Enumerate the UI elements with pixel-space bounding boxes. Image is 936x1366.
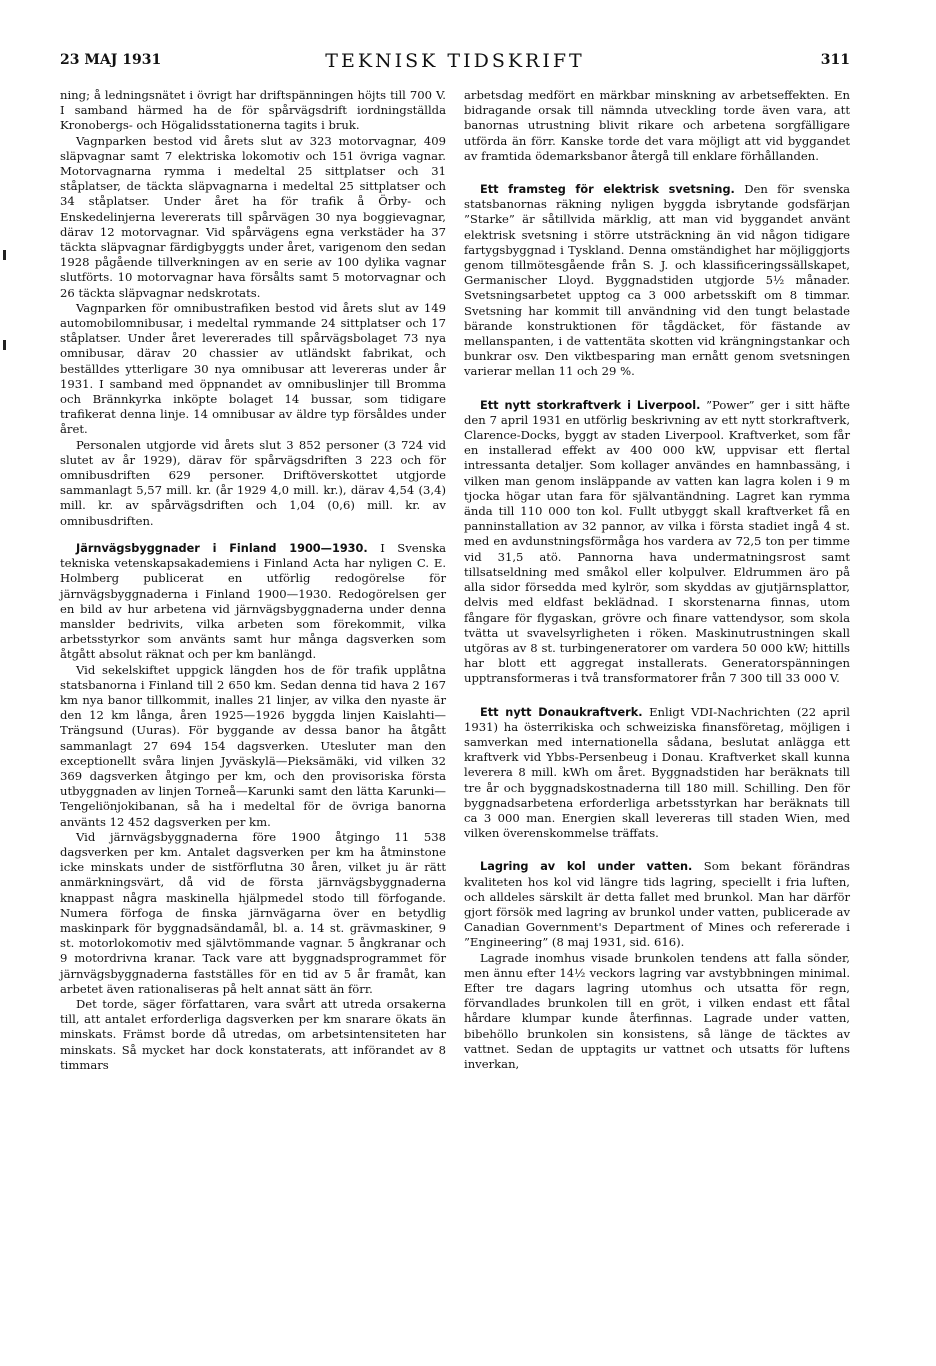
section-text: I Svenska tekniska vetenskapsakademiens i Finland Acta har nyligen C. E. Holmberg publicerat en utförlig redogörelse för järnvägsbyggnaderna i Finland 1900—1930. Redogörelsen ger en bild av hur arbetena vid järnvägsbyggnaderna under denna manslder bedrivits, vilka arbeten som förekommit, vilka arbetsstyrkor som använts samt hur många dagsverken som åtgått absolut räknat och per km banlängd. xyxy=(60,540,447,662)
section-heading: Ett framsteg för elektrisk svetsning. xyxy=(480,183,735,197)
paragraph: arbetsdag medfört en märkbar minskning av arbetseffekten. En bidragande orsak till nämnda utveckling torde även vara, att banornas utrustning blivit rikare och arbetena sorgfälligare utförda än förr. Kanske torde det vara möjligt att vid byggandet av framtida ödemarksbanor återgå till enklare förhållanden. xyxy=(464,88,850,163)
section-finland xyxy=(60,541,446,663)
section-coal-storage xyxy=(464,859,850,950)
paragraph: Det torde, säger författaren, vara svårt att utreda orsakerna till, att antalet erforderliga dagsverken per km snarare ökats än minskats. Främst borde då utredas, om arbetsintensiteten har minskats. Så mycket har dock konstaterats, att införandet av 8 timmars xyxy=(60,996,446,1072)
section-welding xyxy=(464,182,850,380)
paragraph: Lagrade inomhus visade brunkolen tendens att falla sönder, men ännu efter 14½ veckors lagring var avstybbningen minimal. Efter tre dagars lagring utomhus och utsatta för regn, förvandlades brunkolen till en gröt, i vilken endast ett fåtal hårdare klumpar kunde återfinnas. Lagrade under vatten, bibehöllo brunkolen sin konsistens, så länge de täcktes av vattnet. Sedan de upptagits ur vattnet och utsatts för luftens inverkan, xyxy=(464,950,850,1071)
issue-date: 23 MAJ 1931 xyxy=(60,52,162,68)
paragraph: Vagnparken bestod vid årets slut av 323 motorvagnar, 409 släpvagnar samt 7 elektriska lokomotiv och 151 övriga vagnar. Motorvagnarna rymma i medeltal 25 sittplatser och 31 ståplatser, de täckta släpvagnarna i medeltal 25 sittplatser och 34 ståplatser. Under året ha för trafik å Örby- och Enskedelinjerna levererats till spårvägen 30 nya boggievagnar, därav 12 motorvagnar. Vid spårvägens egna verkstäder ha 37 täckta släpvagnar färdigbyggts under året, varigenom den sedan 1928 pågående tillverkningen av en serie av 100 dylika vagnar slutförts. 10 motorvagnar hava försålts samt 5 motorvagnar och 26 täckta släpvagnar nedskrotats. xyxy=(60,133,446,300)
journal-title: TEKNISK TIDSKRIFT xyxy=(325,50,585,72)
paragraph: Vid sekelskiftet uppgick längden hos de för trafik upplåtna statsbanorna i Finland till 2 650 km. Sedan denna tid hava 2 167 km nya banor tillkommit, inalles 21 linjer, av vilka den nyaste är den 12 km långa, åren 1925—1926 byggda linjen Kaislahti—Trängsund (Uuras). För byggande av dessa banor ha åtgått sammanlagt 27 694 154 dagsverken. Utesluter man den exceptionellt svåra linjen Jyväskylä—Pieksämäki, vid vilken 32 369 dagsverken åtgingo per km, och den provisoriska första utbyggnaden av linjen Torneå—Karunki samt den lätta Karunki—Tengeliönjokibanan, så ha i medeltal för de övriga banorna använts 12 452 dagsverken per km. xyxy=(60,662,446,829)
section-heading: Ett nytt storkraftverk i Liverpool. xyxy=(480,398,701,412)
section-text: ”Power” ger i sitt häfte den 7 april 1931 en utförlig beskrivning av ett nytt storkraftverk, Clarence-Docks, byggt av staden Liverpool. Kraftverket, som får en installerad effekt av 400 000 kW, uppvisar ett flertal intressanta detaljer. Som kollager användes en hamnbassäng, i vilken man genom insläppande av vatten kan lagra kolen i 9 m tjocka högar utan fara för självantändning. Lagret kan rymma ända till 110 000 ton kol. Fullt utbyggt skall kraftverket få en panninstallation av 32 pannor, av vilka i första stadiet ingå 4 st. med en avdunstningsförmåga hos vardera av 72,5 ton per timme vid 31,5 atö. Pannorna hava undermatningsrost samt tillsatseldning med småkol eller kolpulver. Eldrummen äro på alla sidor försedda med kylrör, som skyddas av gjutjärnsplattor, delvis med eldfast beklädnad. I skorstenarna finnas, utom fångare för flygaskan, grövre och finare vattendysor, som skola tvätta ut svavelsyrligheten i röken. Maskinutrustningen skall utgöras av 8 st. turbingeneratorer om vardera 50 000 kW; hittills har blott ett aggregat installerats. Generatorspänningen upptransformeras i två transformatorer från 7 300 till 33 000 V. xyxy=(464,397,851,686)
page-number: 311 xyxy=(820,52,850,68)
section-heading: Lagring av kol under vatten. xyxy=(480,860,693,874)
section-text: Enligt VDI-Nachrichten (22 april 1931) ha österrikiska och schweiziska finansföretag, möjligen i samverkan med internationella sådana, beslutat anlägga ett kraftverk vid Ybbs-Persenbeug i Donau. Kraftverket skall kunna leverera 8 mill. kWh om året. Byggnadstiden har beräknats till tre år och byggnadskostnaderna till 180 mill. Schilling. Den för byggnadsarbetena erforderliga arbetsstyrkan har beräknats till ca 3 000 man. Energien skall levereras till staden Wien, med vilken överenskommelse träffats. xyxy=(464,704,850,841)
margin-mark xyxy=(3,340,6,350)
margin-mark xyxy=(3,250,6,260)
section-liverpool xyxy=(464,398,850,687)
page-header xyxy=(60,50,850,76)
section-donau xyxy=(464,705,850,842)
right-column xyxy=(464,88,850,1072)
section-heading: Ett nytt Donaukraftverk. xyxy=(480,705,643,719)
paragraph: Vagnparken för omnibustrafiken bestod vid årets slut av 149 automobilomnibusar, i medeltal rymmande 24 sittplatser och 17 ståplatser. Under året levererades till spårvägsbolaget 73 nya omnibusar, därav 20 chassier av utländskt fabrikat, och beställdes ytterligare 30 nya omnibusar att levereras under år 1931. I samband med öppnandet av omnibuslinjer till Bromma och Brännkyrka inköpte bolaget 14 bussar, som tidigare trafikerat denna linje. 14 omnibusar av äldre typ försåldes under året. xyxy=(60,300,446,437)
section-text: Den för svenska statsbanornas räkning nyligen byggda isbrytande godsfärjan ”Starke” är såtillvida märklig, att man vid byggandet använt elektrisk svetsning i större utsträckning än vid någon tidigare fartygsbyggnad i Tyskland. Denna omständighet har möjliggjorts genom tillmötesgående från S. J. och klassificeringssällskapet, Germanischer Lloyd. Byggnadstiden utgjorde 5½ månader. Svetsningsarbetet upptog ca 3 000 arbetsskift om 8 timmar. Svetsning har kommit till användning vid den tungt belastade bärande konstruktionen för tågdäcket, för fästande av mellanspanten, i de vattentäta skotten vid krängningstankar och bunkrar osv. Den viktbesparing man ernått genom svetsningen varierar mellan 11 och 29 %. xyxy=(464,182,851,379)
section-text: Som bekant förändras kvaliteten hos kol vid längre tids lagring, speciellt i fria luften, och alldeles särskilt är detta fallet med brunkol. Man har därför gjort försök med lagring av brunkol under vatten, publicerade av Canadian Government's Department of Mines och refererade i ”Engineering” (8 maj 1931, sid. 616). xyxy=(464,859,850,950)
paragraph: ning; å ledningsnätet i övrigt har driftspänningen höjts till 700 V. I samband härmed ha de för spårvägsdrift iordningställda Kronobergs- och Högalidsstationerna tagits i bruk. xyxy=(60,88,446,133)
left-column xyxy=(60,88,446,1073)
paragraph: Vid järnvägsbyggnaderna före 1900 åtgingo 11 538 dagsverken per km. Antalet dagsverken per km ha åtminstone icke minskats under de sistförflutna 30 åren, vilket ju är rätt anmärkningsvärt, då vid de första järnvägsbyggnaderna knappast några maskinella hjälpmedel stodo till förfogande. Numera förfoga de finska järnvägarna över en betydlig maskinpark för byggnadsändamål, bl. a. 14 st. grävmaskiner, 9 st. motorlokomotiv med självtömmande vagnar. 5 ångkranar och 9 motordrivna kranar. Tack vare att byggnadsprogrammet för järnvägsbyggnaderna fastställes för en tid av 5 år framåt, kan arbetet även rationaliseras på helt annat sätt än förr. xyxy=(60,829,446,996)
paragraph: Personalen utgjorde vid årets slut 3 852 personer (3 724 vid slutet av år 1929), därav för spårvägsdriften 3 223 och för omnibusdriften 629 personer. Driftöverskottet utgjorde sammanlagt 5,57 mill. kr. (år 1929 4,0 mill. kr.), därav 4,54 (3,4) mill. kr. av spårvägsdriften och 1,04 (0,6) mill. kr. av omnibusdriften. xyxy=(60,437,446,528)
section-heading: Järnvägsbyggnader i Finland 1900—1930. xyxy=(76,541,368,555)
